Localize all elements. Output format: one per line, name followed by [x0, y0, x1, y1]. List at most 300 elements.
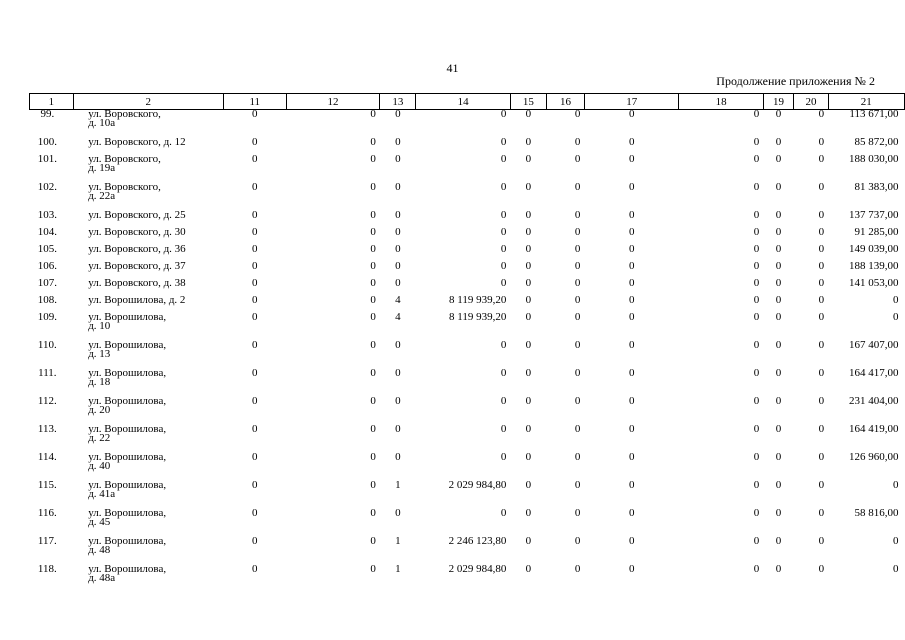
cell-col-14: 0: [500, 208, 507, 221]
cell-col-15: 0: [525, 478, 532, 491]
table-row: [30, 228, 905, 245]
row-number: 111.: [38, 366, 57, 379]
cell-col-11: 0: [251, 478, 258, 491]
cell-col-18: 0: [753, 422, 760, 435]
cell-col-17: 0: [628, 293, 635, 306]
cell-col-21: 85 872,00: [854, 135, 899, 148]
cell-col-13: 0: [395, 152, 401, 165]
address-line: д. 22а: [88, 189, 116, 202]
cell-col-15: 0: [525, 562, 532, 575]
cell-col-13: 1: [395, 534, 401, 547]
cell-col-17: 0: [628, 422, 635, 435]
cell-col-20: 0: [818, 180, 825, 193]
cell-col-20: 0: [818, 422, 825, 435]
column-header-21: 21: [828, 94, 904, 110]
address-cell: [73, 293, 223, 313]
row-number: 109.: [37, 310, 57, 323]
address-cell: [73, 225, 223, 245]
cell-col-21: 91 285,00: [854, 225, 899, 238]
cell-col-14: 0: [500, 152, 507, 165]
cell-col-16: 0: [574, 135, 581, 148]
cell-col-13: 0: [395, 276, 401, 289]
address-cell: [73, 366, 223, 397]
cell-col-13: 0: [395, 394, 401, 407]
cell-col-13: 0: [395, 108, 401, 120]
cell-col-11: 0: [251, 180, 258, 193]
address-line: ул. Ворошилова,: [88, 562, 167, 575]
cell-col-11: 0: [251, 276, 258, 289]
cell-col-21: 137 737,00: [849, 208, 899, 221]
column-header-2: 2: [73, 94, 223, 110]
cell-col-13: 0: [395, 180, 401, 193]
cell-col-12: 0: [370, 450, 376, 463]
cell-col-19: 0: [775, 208, 782, 221]
cell-col-21: 164 417,00: [849, 366, 899, 379]
cell-col-13: 0: [395, 338, 401, 351]
address-cell: [73, 276, 223, 296]
cell-col-15: 0: [525, 152, 532, 165]
cell-col-21: 126 960,00: [849, 450, 899, 463]
address-line: д. 18: [88, 375, 111, 388]
cell-col-17: 0: [628, 394, 635, 407]
cell-col-18: 0: [753, 310, 760, 323]
cell-col-18: 0: [753, 276, 760, 289]
cell-col-17: 0: [628, 225, 635, 238]
cell-col-12: 0: [370, 259, 376, 272]
cell-col-17: 0: [628, 259, 635, 272]
cell-col-15: 0: [525, 276, 532, 289]
cell-col-12: 0: [370, 562, 376, 575]
cell-col-18: 0: [753, 394, 760, 407]
table-row: [30, 425, 905, 453]
cell-col-20: 0: [818, 310, 825, 323]
cell-col-18: 0: [753, 450, 760, 463]
cell-col-21: 0: [893, 293, 899, 306]
cell-col-15: 0: [525, 180, 532, 193]
cell-col-19: 0: [775, 562, 782, 575]
address-line: ул. Воровского, д. 38: [88, 276, 186, 289]
cell-col-17: 0: [628, 366, 635, 379]
cell-col-21: 58 816,00: [854, 506, 899, 519]
cell-col-11: 0: [251, 450, 258, 463]
address-line: д. 45: [88, 515, 111, 528]
cell-col-14: 0: [500, 506, 507, 519]
column-header-20: 20: [794, 94, 828, 110]
cell-col-14: 0: [500, 394, 507, 407]
cell-col-21: 167 407,00: [849, 338, 899, 351]
cell-col-20: 0: [818, 293, 825, 306]
cell-col-21: 149 039,00: [849, 242, 899, 255]
appendix-continuation-label: Продолжение приложения № 2: [716, 74, 875, 88]
table-row: [30, 537, 905, 565]
cell-col-16: 0: [574, 259, 581, 272]
cell-col-20: 0: [818, 534, 825, 547]
cell-col-16: 0: [574, 506, 581, 519]
address-cell: [73, 152, 223, 183]
cell-col-21: 0: [893, 478, 899, 491]
cell-col-18: 0: [753, 478, 760, 491]
address-line: ул. Ворошилова,: [88, 394, 167, 407]
cell-col-16: 0: [574, 450, 581, 463]
cell-col-17: 0: [628, 135, 635, 148]
cell-col-17: 0: [628, 506, 635, 519]
cell-col-20: 0: [818, 276, 825, 289]
cell-col-11: 0: [251, 338, 258, 351]
address-line: д. 40: [88, 459, 111, 472]
cell-col-18: 0: [753, 259, 760, 272]
cell-col-11: 0: [251, 310, 258, 323]
address-cell: [73, 242, 223, 262]
cell-col-11: 0: [251, 242, 258, 255]
cell-col-15: 0: [525, 394, 532, 407]
cell-col-11: 0: [251, 108, 258, 120]
cell-col-19: 0: [775, 310, 782, 323]
table-row: [30, 296, 905, 313]
address-line: д. 41а: [88, 487, 116, 500]
address-line: ул. Воровского,: [88, 152, 161, 165]
cell-col-12: 0: [370, 135, 376, 148]
cell-col-21: 188 030,00: [849, 152, 899, 165]
address-cell: [73, 310, 223, 341]
cell-col-19: 0: [775, 259, 782, 272]
address-line: ул. Воровского, д. 37: [88, 259, 186, 272]
cell-col-12: 0: [370, 276, 376, 289]
cell-col-19: 0: [775, 135, 782, 148]
cell-col-18: 0: [753, 506, 760, 519]
cell-col-16: 0: [574, 310, 581, 323]
table-row: [30, 279, 905, 296]
cell-col-16: 0: [574, 562, 581, 575]
cell-col-12: 0: [370, 422, 376, 435]
cell-col-16: 0: [574, 422, 581, 435]
address-cell: [73, 422, 223, 453]
column-header-19: 19: [763, 94, 794, 110]
row-number: 116.: [37, 506, 57, 519]
address-cell: [73, 338, 223, 369]
row-number: 99.: [40, 108, 55, 120]
cell-col-12: 0: [370, 478, 376, 491]
table-row: [30, 481, 905, 509]
cell-col-19: 0: [775, 242, 782, 255]
cell-col-21: 231 404,00: [849, 394, 899, 407]
address-line: ул. Ворошилова, д. 2: [88, 293, 186, 306]
cell-col-13: 0: [395, 366, 401, 379]
cell-col-14: 0: [500, 259, 507, 272]
cell-col-12: 0: [370, 534, 376, 547]
address-line: ул. Воровского, д. 12: [88, 135, 186, 148]
cell-col-17: 0: [628, 562, 635, 575]
cell-col-11: 0: [251, 534, 258, 547]
cell-col-15: 0: [525, 225, 532, 238]
cell-col-15: 0: [525, 450, 532, 463]
cell-col-17: 0: [628, 310, 635, 323]
address-line: ул. Ворошилова,: [88, 310, 167, 323]
cell-col-19: 0: [775, 366, 782, 379]
address-line: ул. Воровского,: [88, 180, 161, 193]
address-line: д. 22: [88, 431, 111, 444]
table-row: [30, 509, 905, 537]
cell-col-21: 113 671,00: [849, 108, 899, 120]
cell-col-17: 0: [628, 108, 635, 120]
cell-col-18: 0: [753, 108, 760, 120]
column-header-18: 18: [679, 94, 763, 110]
cell-col-20: 0: [818, 152, 825, 165]
cell-col-20: 0: [818, 562, 825, 575]
cell-col-18: 0: [753, 562, 760, 575]
cell-col-15: 0: [525, 422, 532, 435]
table-row: [30, 262, 905, 279]
cell-col-18: 0: [753, 338, 760, 351]
cell-col-14: 0: [500, 242, 507, 255]
cell-col-18: 0: [753, 135, 760, 148]
address-line: д. 19а: [88, 161, 116, 174]
cell-col-15: 0: [525, 338, 532, 351]
address-cell: [73, 135, 223, 155]
row-number: 100.: [37, 135, 57, 148]
cell-col-20: 0: [818, 450, 825, 463]
cell-col-13: 1: [395, 562, 401, 575]
cell-col-16: 0: [574, 293, 581, 306]
cell-col-18: 0: [753, 534, 760, 547]
row-number: 117.: [37, 534, 57, 547]
table-row: [30, 211, 905, 228]
cell-col-19: 0: [775, 506, 782, 519]
cell-col-18: 0: [753, 242, 760, 255]
cell-col-20: 0: [818, 478, 825, 491]
address-line: ул. Ворошилова,: [88, 534, 167, 547]
row-number: 101.: [37, 152, 57, 165]
cell-col-21: 164 419,00: [849, 422, 899, 435]
cell-col-14: 0: [500, 276, 507, 289]
cell-col-13: 4: [395, 310, 401, 323]
address-line: ул. Ворошилова,: [88, 366, 167, 379]
row-number: 114.: [37, 450, 57, 463]
cell-col-16: 0: [574, 534, 581, 547]
cell-col-14: 0: [500, 450, 507, 463]
cell-col-21: 0: [893, 562, 899, 575]
cell-col-17: 0: [628, 338, 635, 351]
cell-col-16: 0: [574, 225, 581, 238]
cell-col-12: 0: [370, 152, 376, 165]
address-line: д. 20: [88, 403, 111, 416]
cell-col-17: 0: [628, 242, 635, 255]
cell-col-12: 0: [370, 394, 376, 407]
cell-col-11: 0: [251, 293, 258, 306]
cell-col-21: 188 139,00: [849, 259, 899, 272]
cell-col-13: 0: [395, 506, 401, 519]
cell-col-15: 0: [525, 366, 532, 379]
cell-col-12: 0: [370, 225, 376, 238]
address-cell: [73, 562, 223, 593]
address-line: д. 13: [88, 347, 111, 360]
cell-col-17: 0: [628, 534, 635, 547]
address-cell: [73, 534, 223, 565]
cell-col-20: 0: [818, 366, 825, 379]
cell-col-17: 0: [628, 208, 635, 221]
cell-col-11: 0: [251, 506, 258, 519]
row-number: 113.: [37, 422, 57, 435]
cell-col-18: 0: [753, 152, 760, 165]
cell-col-16: 0: [574, 208, 581, 221]
cell-col-17: 0: [628, 276, 635, 289]
row-number: 112.: [37, 394, 57, 407]
address-line: ул. Воровского, д. 30: [88, 225, 186, 238]
column-header-17: 17: [584, 94, 679, 110]
cell-col-15: 0: [525, 208, 532, 221]
cell-col-20: 0: [818, 506, 825, 519]
table-row: [30, 313, 905, 341]
cell-col-19: 0: [775, 276, 782, 289]
cell-col-13: 0: [395, 450, 401, 463]
cell-col-15: 0: [525, 108, 532, 120]
cell-col-14: 0: [500, 135, 507, 148]
cell-col-20: 0: [818, 208, 825, 221]
cell-col-16: 0: [574, 366, 581, 379]
cell-col-12: 0: [370, 293, 376, 306]
cell-col-18: 0: [753, 180, 760, 193]
cell-col-13: 0: [395, 422, 401, 435]
row-number: 102.: [37, 180, 57, 193]
cell-col-19: 0: [775, 180, 782, 193]
cell-col-16: 0: [574, 152, 581, 165]
cell-col-12: 0: [370, 338, 376, 351]
row-number: 115.: [37, 478, 57, 491]
cell-col-19: 0: [775, 478, 782, 491]
cell-col-20: 0: [818, 135, 825, 148]
cell-col-14: 8 119 939,20: [449, 293, 507, 306]
address-cell: [73, 478, 223, 509]
row-number: 118.: [37, 562, 57, 575]
address-cell: [73, 180, 223, 211]
row-number: 106.: [37, 259, 57, 272]
table-row: [30, 453, 905, 481]
table-row: [30, 397, 905, 425]
cell-col-11: 0: [251, 422, 258, 435]
address-line: ул. Ворошилова,: [88, 450, 167, 463]
cell-col-19: 0: [775, 450, 782, 463]
address-line: ул. Воровского, д. 36: [88, 242, 186, 255]
table-row: [30, 183, 905, 211]
cell-col-14: 0: [500, 366, 507, 379]
cell-col-20: 0: [818, 108, 825, 120]
cell-col-21: 0: [893, 534, 899, 547]
address-line: ул. Ворошилова,: [88, 338, 167, 351]
cell-col-18: 0: [753, 208, 760, 221]
table-row: [30, 565, 905, 593]
cell-col-18: 0: [753, 366, 760, 379]
table-row: [30, 110, 905, 138]
cell-col-19: 0: [775, 225, 782, 238]
cell-col-19: 0: [775, 394, 782, 407]
address-cell: [73, 506, 223, 537]
address-cell: [73, 208, 223, 228]
cell-col-12: 0: [370, 108, 376, 120]
cell-col-12: 0: [370, 242, 376, 255]
column-header-12: 12: [286, 94, 380, 110]
cell-col-16: 0: [574, 108, 581, 120]
cell-col-17: 0: [628, 450, 635, 463]
row-number: 107.: [37, 276, 57, 289]
cell-col-11: 0: [251, 259, 258, 272]
row-number: 110.: [37, 338, 57, 351]
column-header-11: 11: [223, 94, 286, 110]
table-body: [30, 110, 905, 593]
cell-col-15: 0: [525, 259, 532, 272]
address-cell: [73, 259, 223, 279]
cell-col-20: 0: [818, 338, 825, 351]
cell-col-14: 2 246 123,80: [448, 534, 507, 547]
cell-col-20: 0: [818, 394, 825, 407]
address-cell: [73, 110, 223, 138]
address-line: ул. Ворошилова,: [88, 506, 167, 519]
address-line: д. 10а: [88, 117, 116, 129]
cell-col-14: 0: [500, 422, 507, 435]
cell-col-16: 0: [574, 276, 581, 289]
cell-col-18: 0: [753, 293, 760, 306]
cell-col-14: 0: [500, 338, 507, 351]
cell-col-13: 0: [395, 208, 401, 221]
cell-col-13: 0: [395, 259, 401, 272]
cell-col-14: 0: [500, 108, 507, 120]
address-line: д. 10: [88, 319, 111, 332]
cell-col-21: 141 053,00: [849, 276, 899, 289]
table-row: [30, 245, 905, 262]
address-cell: [73, 450, 223, 481]
column-header-16: 16: [546, 94, 584, 110]
cell-col-12: 0: [370, 310, 376, 323]
cell-col-14: 0: [500, 180, 507, 193]
cell-col-15: 0: [525, 242, 532, 255]
cell-col-11: 0: [251, 394, 258, 407]
address-line: д. 48: [88, 543, 111, 556]
cell-col-14: 8 119 939,20: [449, 310, 507, 323]
table-row: [30, 369, 905, 397]
cell-col-19: 0: [775, 534, 782, 547]
cell-col-15: 0: [525, 135, 532, 148]
cell-col-19: 0: [775, 338, 782, 351]
column-header-1: 1: [30, 94, 74, 110]
address-cell: [73, 394, 223, 425]
row-number: 105.: [37, 242, 57, 255]
cell-col-17: 0: [628, 478, 635, 491]
cell-col-17: 0: [628, 152, 635, 165]
cell-col-15: 0: [525, 534, 532, 547]
cell-col-20: 0: [818, 259, 825, 272]
cell-col-20: 0: [818, 242, 825, 255]
cell-col-16: 0: [574, 394, 581, 407]
row-number: 108.: [37, 293, 57, 306]
column-header-13: 13: [380, 94, 416, 110]
row-number: 104.: [37, 225, 57, 238]
cell-col-21: 0: [893, 310, 899, 323]
cell-col-16: 0: [574, 180, 581, 193]
table-row: [30, 138, 905, 155]
cell-col-13: 0: [395, 135, 401, 148]
cell-col-17: 0: [628, 180, 635, 193]
cell-col-12: 0: [370, 180, 376, 193]
cell-col-16: 0: [574, 242, 581, 255]
cell-col-12: 0: [370, 208, 376, 221]
cell-col-11: 0: [251, 152, 258, 165]
address-line: д. 48а: [88, 571, 116, 584]
address-line: ул. Воровского, д. 25: [88, 208, 186, 221]
row-number: 103.: [37, 208, 57, 221]
cell-col-11: 0: [251, 366, 258, 379]
cell-col-13: 0: [395, 225, 401, 238]
page-number: 41: [446, 61, 459, 75]
cell-col-19: 0: [775, 293, 782, 306]
cell-col-12: 0: [370, 366, 376, 379]
